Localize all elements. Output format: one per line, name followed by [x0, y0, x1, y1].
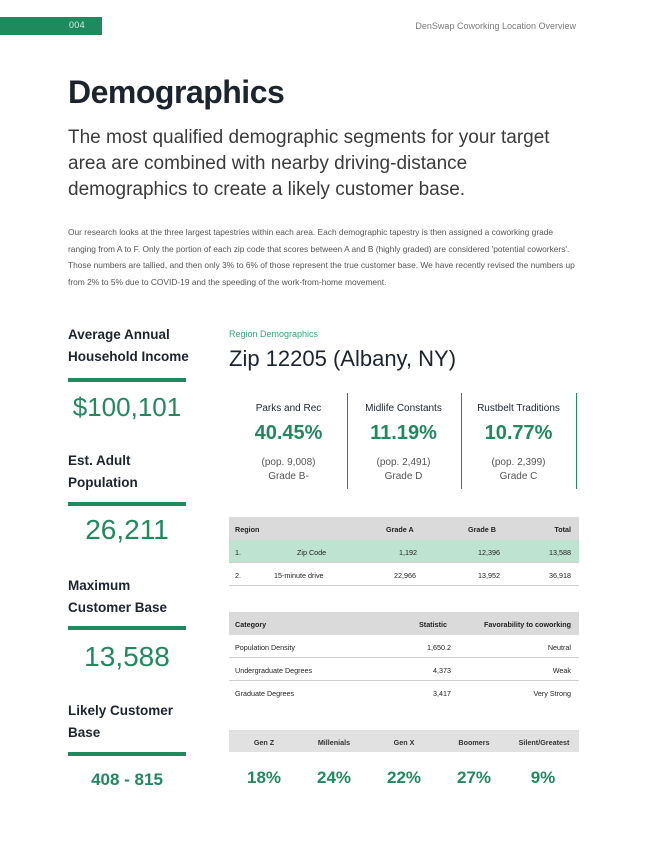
category-header-statistic: Statistic	[419, 620, 447, 629]
tapestry-grade: Grade C	[499, 471, 538, 482]
likely-base-rule	[68, 752, 186, 756]
tapestry-name: Parks and Rec	[255, 403, 322, 414]
row-statistic: 4,373	[433, 666, 451, 675]
table-row	[229, 635, 579, 658]
region-header-region: Region	[235, 525, 260, 534]
population-rule	[68, 502, 186, 506]
row-grade-a: 1,192	[399, 548, 417, 557]
row-total: 36,918	[549, 571, 571, 580]
tapestry-population: (pop. 2,491)	[376, 457, 431, 468]
region-caption: Region Demographics	[229, 329, 319, 339]
table-row	[229, 563, 579, 586]
generations-header	[229, 730, 579, 752]
population-value: 26,211	[85, 514, 169, 545]
row-statistic: 3,417	[433, 689, 451, 698]
max-base-value: 13,588	[84, 641, 170, 672]
category-header-favorability: Favorability to coworking	[483, 620, 571, 629]
tapestry-population: (pop. 2,399)	[491, 457, 546, 468]
row-total: 13,588	[549, 548, 571, 557]
tapestry-name: Rustbelt Traditions	[477, 403, 560, 414]
category-table	[229, 612, 579, 703]
generation-value: 18%	[246, 768, 282, 787]
tapestry-name: Midlife Constants	[365, 403, 442, 414]
generation-value: 9%	[530, 768, 556, 787]
table-row	[229, 658, 579, 681]
page-number-tab	[0, 17, 102, 35]
zip-title: Zip 12205 (Albany, NY)	[229, 346, 457, 371]
row-grade-a: 22,966	[394, 571, 416, 580]
tapestry-card	[231, 395, 346, 488]
category-header-category: Category	[235, 620, 267, 629]
tapestry-card	[346, 395, 461, 488]
row-favorability: Weak	[552, 666, 571, 675]
page-title: Demographics	[68, 74, 285, 110]
max-base-label: Maximum Customer Base	[68, 578, 168, 615]
generation-value: 24%	[316, 768, 352, 787]
generation-value: 27%	[456, 768, 492, 787]
tapestry-grade: Grade B-	[268, 471, 309, 482]
row-grade-b: 12,396	[478, 548, 500, 557]
generation-label: Gen Z	[253, 738, 275, 747]
income-label: Average Annual Household Income	[68, 327, 189, 364]
generation-label: Millenials	[317, 738, 351, 747]
row-region: 15-minute drive	[274, 571, 324, 580]
likely-base-value: 408 - 815	[91, 770, 163, 789]
intro-paragraph: Our research looks at the three largest tapestries within each area. Each demographic tapestry is then assigned a coworking grade ranging from A to F. Only the portion of each zip code that scores between A and B (highly graded) are considered 'potential coworkers'. Those numbers are tallied, and then only 3% to 6% of those represent the true customer base. We have recently revised the numbers up from 2% to 5% due to COVID-19 and the speeding of the work-from-home movement.	[68, 227, 575, 287]
row-number: 1.	[235, 548, 241, 557]
max-base-rule	[68, 626, 186, 630]
row-category: Population Density	[235, 643, 295, 652]
tapestry-population: (pop. 9,008)	[261, 457, 316, 468]
tapestry-percent: 11.19%	[370, 422, 437, 444]
tapestry-grade: Grade D	[384, 471, 423, 482]
row-favorability: Very Strong	[533, 689, 571, 698]
tapestry-card	[461, 395, 576, 488]
region-table-header	[229, 517, 579, 540]
row-region: Zip Code	[297, 548, 327, 557]
page-number: 004	[69, 20, 85, 30]
population-label: Est. Adult Population	[68, 453, 138, 490]
region-header-grade-a: Grade A	[386, 525, 414, 534]
category-table-header	[229, 612, 579, 635]
tapestry-divider	[576, 393, 577, 489]
row-category: Graduate Degrees	[235, 689, 295, 698]
document-header-title: DenSwap Coworking Location Overview	[415, 21, 576, 31]
generation-label: Gen X	[393, 738, 415, 747]
row-grade-b: 13,952	[478, 571, 500, 580]
generation-value: 22%	[386, 768, 422, 787]
row-category: Undergraduate Degrees	[235, 666, 313, 675]
region-header-total: Total	[554, 525, 571, 534]
income-rule	[68, 378, 186, 382]
row-number: 2.	[235, 571, 241, 580]
page-subheading: The most qualified demographic segments for your target area are combined with nearby driving-distance demographics to create a likely customer base.	[68, 127, 550, 200]
generation-label: Boomers	[458, 738, 490, 747]
tapestry-percent: 10.77%	[484, 422, 553, 444]
region-table	[229, 517, 579, 586]
generation-label: Silent/Greatest	[518, 738, 570, 747]
table-row	[229, 681, 579, 703]
likely-base-label: Likely Customer Base	[68, 703, 174, 740]
region-header-grade-b: Grade B	[468, 525, 496, 534]
tapestry-percent: 40.45%	[254, 422, 323, 444]
table-row	[229, 540, 579, 563]
row-statistic: 1,650.2	[427, 643, 451, 652]
income-value: $100,101	[72, 392, 182, 422]
row-favorability: Neutral	[547, 643, 571, 652]
